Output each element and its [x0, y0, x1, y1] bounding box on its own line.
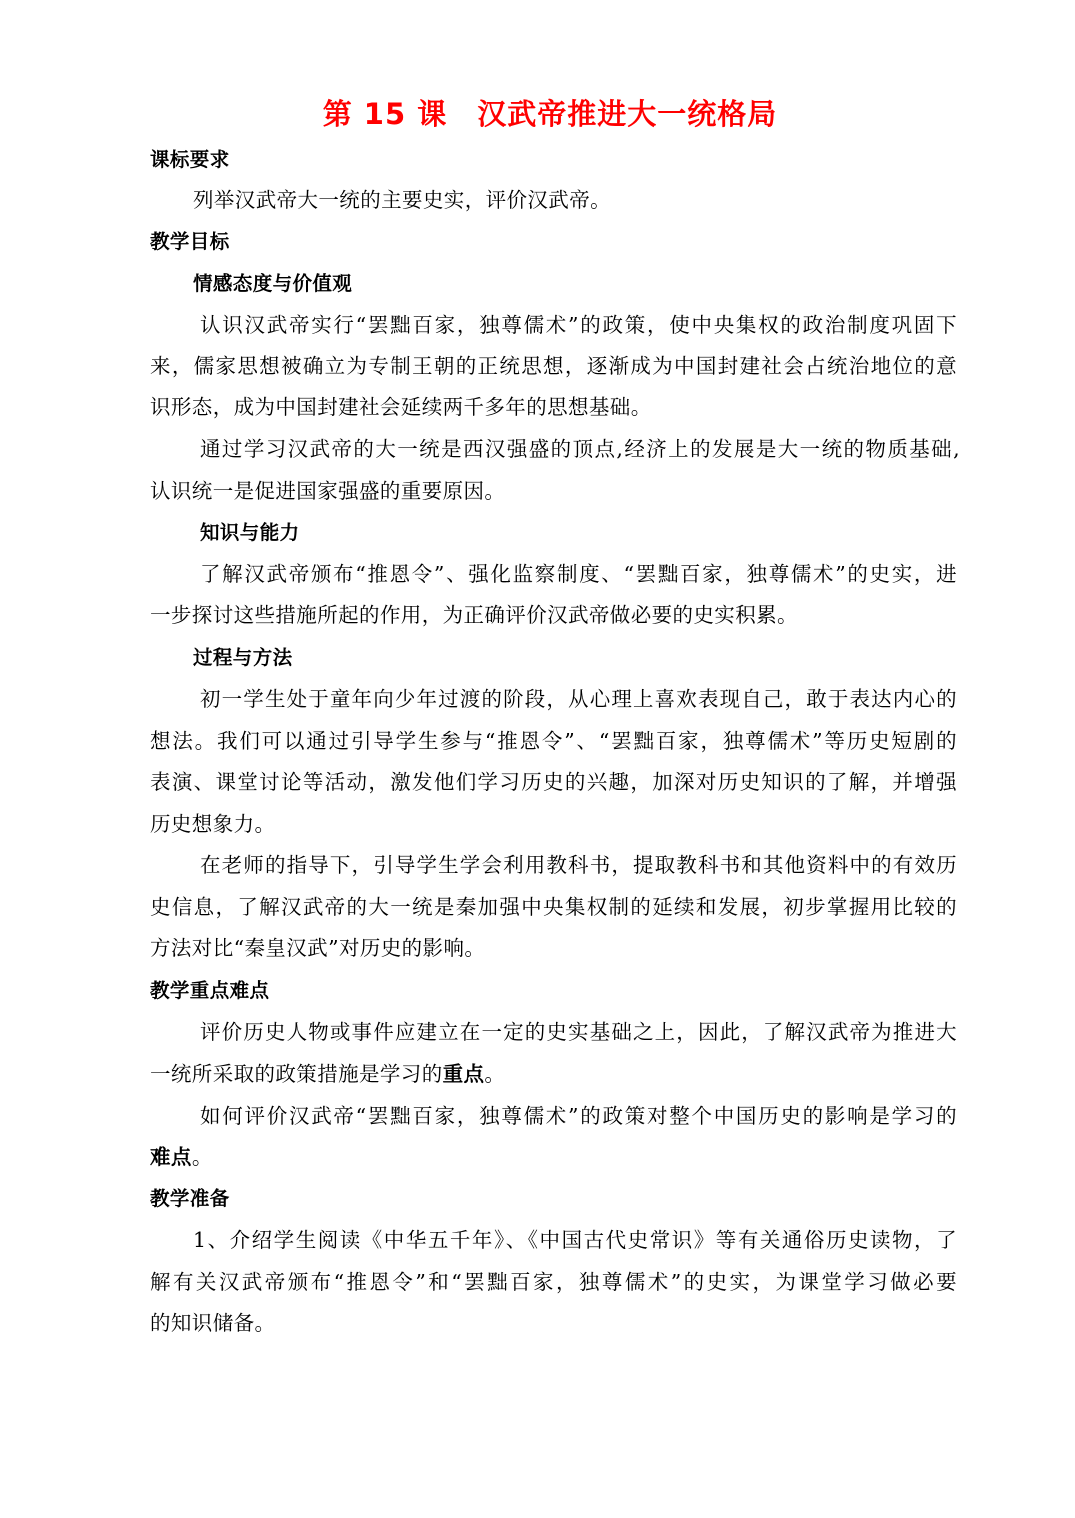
- process-paragraph-1-line-1: 初一学生处于童年向少年过渡的阶段，从心理上喜欢表现自己，敢于表达内心的: [200, 687, 957, 711]
- emotion-paragraph-1-line-2: 来，儒家思想被确立为专制王朝的正统思想，逐渐成为中国封建社会占统治地位的意: [150, 354, 957, 378]
- title-prefix: 第 15 课: [322, 97, 448, 131]
- emotion-paragraph-1-line-3: 识形态，成为中国封建社会延续两千多年的思想基础。: [150, 395, 652, 419]
- knowledge-heading: 知识与能力: [200, 521, 300, 544]
- keypoints-paragraph-1-line-2: [150, 1060, 960, 1088]
- knowledge-line-2: 一步探讨这些措施所起的作用，为正确评价汉武帝做必要的史实积累。: [150, 603, 798, 627]
- process-paragraph-2-line-1: 在老师的指导下，引导学生学会利用教科书，提取教科书和其他资料中的有效历: [200, 853, 957, 877]
- process-paragraph-1-line-2: 想法。我们可以通过引导学生参与“推恩令”、“罢黜百家，独尊儒术”等历史短剧的: [150, 729, 957, 753]
- keypoints-paragraph-2-line-2: [150, 1143, 960, 1171]
- prep-line-1: 1、介绍学生阅读《中华五千年》、《中国古代史常识》等有关通俗历史读物，了: [193, 1228, 957, 1252]
- goals-heading: 教学目标: [150, 230, 230, 253]
- process-paragraph-1-line-3: 表演、课堂讨论等活动，激发他们学习历史的兴趣，加深对历史知识的了解，并增强: [150, 770, 957, 794]
- difficulty-end: 。: [191, 1145, 213, 1169]
- emotion-paragraph-2-line-1: 通过学习汉武帝的大一统是西汉强盛的顶点,经济上的发展是大一统的物质基础,: [200, 437, 960, 461]
- process-paragraph-1-line-4: 历史想象力。: [150, 812, 276, 836]
- process-paragraph-2-line-2: 史信息，了解汉武帝的大一统是秦加强中央集权制的延续和发展，初步掌握用比较的: [150, 895, 957, 919]
- keypoints-heading: 教学重点难点: [150, 979, 270, 1002]
- curriculum-heading: 课标要求: [150, 148, 230, 171]
- prep-line-3: 的知识储备。: [150, 1311, 276, 1335]
- keypoints-paragraph-2-line-1: 如何评价汉武帝“罢黜百家，独尊儒术”的政策对整个中国历史的影响是学习的: [200, 1104, 957, 1128]
- emotion-paragraph-1-line-1: 认识汉武帝实行“罢黜百家，独尊儒术”的政策，使中央集权的政治制度巩固下: [200, 313, 957, 337]
- process-paragraph-2-line-3: 方法对比“秦皇汉武”对历史的影响。: [150, 936, 486, 960]
- emotion-paragraph-2-line-2: 认识统一是促进国家强盛的重要原因。: [150, 479, 506, 503]
- prep-line-2: 解有关汉武帝颁布“推恩令”和“罢黜百家，独尊儒术”的史实，为课堂学习做必要: [150, 1270, 957, 1294]
- keypoints-text: 一统所采取的政策措施是学习的: [150, 1062, 443, 1086]
- key-point-emphasis: 重点: [442, 1062, 485, 1086]
- keypoints-end: 。: [484, 1062, 506, 1086]
- page-title: [0, 92, 1075, 133]
- title-main: 汉武帝推进大一统格局: [477, 97, 778, 131]
- difficulty-emphasis: 难点: [150, 1145, 192, 1169]
- emotion-heading: 情感态度与价值观: [193, 272, 353, 295]
- prep-heading: 教学准备: [150, 1187, 230, 1210]
- knowledge-line-1: 了解汉武帝颁布“推恩令”、强化监察制度、“罢黜百家，独尊儒术”的史实，进: [200, 562, 957, 586]
- keypoints-paragraph-1-line-1: 评价历史人物或事件应建立在一定的史实基础之上，因此，了解汉武帝为推进大: [200, 1020, 957, 1044]
- curriculum-text: 列举汉武帝大一统的主要史实，评价汉武帝。: [193, 188, 611, 212]
- process-heading: 过程与方法: [193, 646, 293, 669]
